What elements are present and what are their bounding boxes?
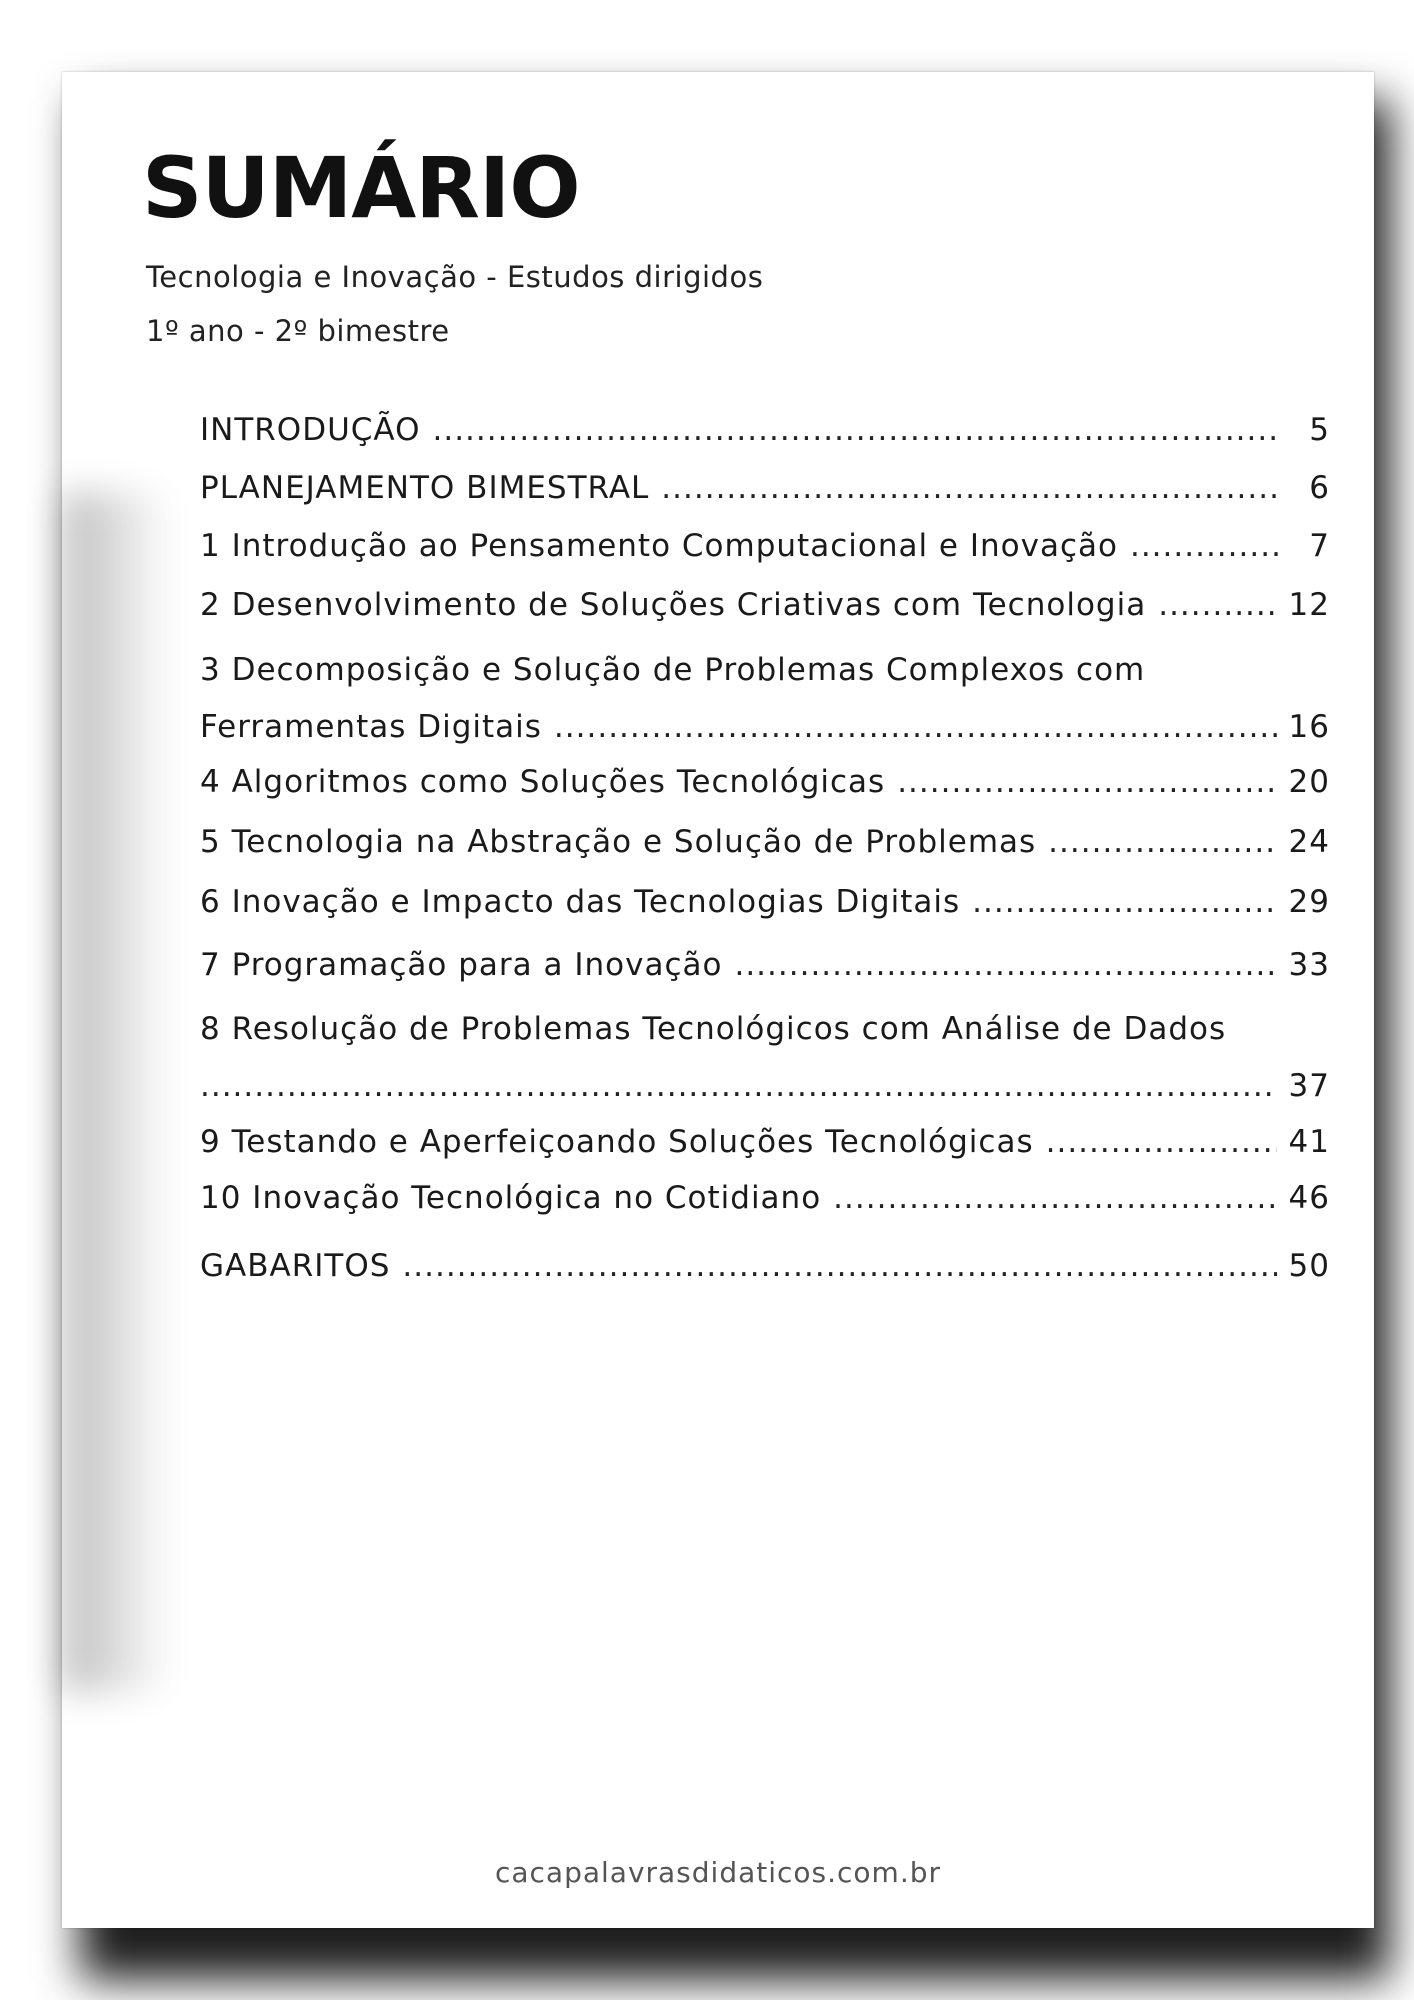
toc-entry-label: GABARITOS [200,1248,391,1284]
toc-entry-chapter-3-line-1[interactable] [200,652,1330,688]
toc-entry-page: 12 [1288,587,1330,623]
toc-entry-label: 9 Testando e Aperfeiçoando Soluções Tecnológicas [200,1124,1034,1160]
toc-entry-label: 2 Desenvolvimento de Soluções Criativas com Tecnologia [200,587,1147,623]
toc-entry-chapter-2[interactable] [200,587,1330,623]
toc-leader-dots [833,1180,1276,1216]
toc-entry-chapter-4[interactable] [200,764,1330,800]
toc-entry-chapter-1[interactable] [200,528,1330,564]
toc-entry-chapter-10[interactable] [200,1180,1330,1216]
toc-entry-chapter-3-line-2[interactable] [200,709,1330,745]
toc-entry-label: 6 Inovação e Impacto das Tecnologias Digitais [200,884,961,920]
toc-entry-label: 10 Inovação Tecnológica no Cotidiano [200,1180,822,1216]
toc-leader-dots [1130,528,1278,564]
toc-leader-dots [1158,587,1276,623]
toc-leader-dots [734,947,1276,983]
toc-entry-label: INTRODUÇÃO [200,412,421,448]
toc-entry-label: 8 Resolução de Problemas Tecnológicos com Análise de Dados [200,1011,1227,1047]
toc-leader-dots [554,709,1277,745]
toc-leader-dots [972,884,1276,920]
toc-entry-chapter-5[interactable] [200,824,1330,860]
toc-entry-page: 50 [1288,1248,1330,1284]
page-title: SUMÁRIO [142,139,580,237]
toc-entry-label: 4 Algoritmos como Soluções Tecnológicas [200,764,886,800]
toc-entry-introducao[interactable] [200,412,1330,448]
toc-entry-page: 16 [1288,709,1330,745]
toc-entry-planejamento[interactable] [200,470,1330,506]
document-page [62,72,1374,1928]
toc-entry-page: 33 [1288,947,1330,983]
toc-entry-page: 5 [1309,412,1330,448]
toc-entry-label: 7 Programação para a Inovação [200,947,723,983]
toc-entry-label: 1 Introdução ao Pensamento Computacional e Inovação [200,528,1118,564]
toc-leader-dots [432,412,1278,448]
toc-leader-dots [1046,1124,1277,1160]
toc-entry-chapter-9[interactable] [200,1124,1330,1160]
toc-entry-page: 6 [1309,470,1330,506]
toc-leader-dots [897,764,1276,800]
toc-entry-page: 29 [1288,884,1330,920]
toc-leader-dots [661,470,1278,506]
toc-leader-dots [402,1248,1276,1284]
toc-entry-label: PLANEJAMENTO BIMESTRAL [200,470,650,506]
subtitle-course: Tecnologia e Inovação - Estudos dirigidos [146,260,764,294]
toc-entry-chapter-7[interactable] [200,947,1330,983]
toc-entry-label: 3 Decomposição e Solução de Problemas Complexos com [200,652,1146,688]
toc-entry-page: 20 [1288,764,1330,800]
toc-entry-label: 5 Tecnologia na Abstração e Solução de Problemas [200,824,1037,860]
toc-entry-chapter-8-line-2[interactable] [200,1068,1330,1104]
toc-entry-page: 7 [1309,528,1330,564]
toc-entry-gabaritos[interactable] [200,1248,1330,1284]
toc-entry-page: 46 [1288,1180,1330,1216]
page-shading [62,492,172,1692]
toc-entry-label: Ferramentas Digitais [200,709,542,745]
toc-entry-chapter-8-line-1[interactable] [200,1011,1330,1047]
toc-leader-dots [200,1068,1277,1104]
toc-entry-page: 41 [1288,1124,1330,1160]
toc-entry-chapter-6[interactable] [200,884,1330,920]
footer-website[interactable]: cacapalavrasdidaticos.com.br [494,1856,942,1889]
toc-entry-page: 37 [1288,1068,1330,1104]
toc-leader-dots [1048,824,1276,860]
subtitle-grade: 1º ano - 2º bimestre [146,314,450,348]
toc-entry-page: 24 [1288,824,1330,860]
